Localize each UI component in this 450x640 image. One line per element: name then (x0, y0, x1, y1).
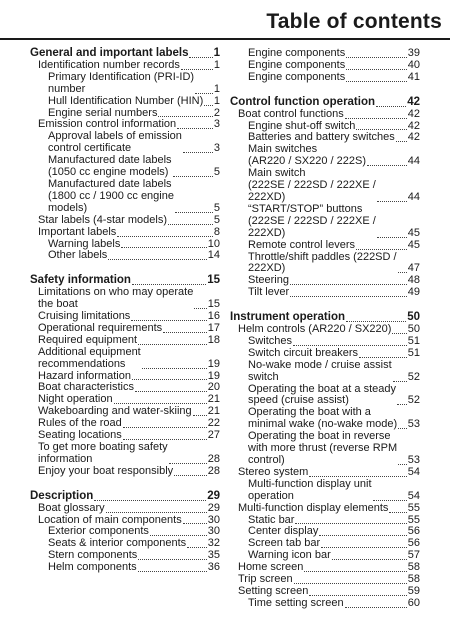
toc-entry-title: Screen tab bar (248, 537, 321, 550)
toc-page-number: 45 (407, 226, 420, 239)
toc-page-number: 14 (207, 249, 220, 262)
toc-entry[interactable] (230, 252, 420, 276)
toc-entry-title: Manufactured date labels (1050 cc engine models) (48, 154, 172, 179)
page-title: Table of contents (266, 10, 442, 33)
dot-leader (194, 308, 206, 309)
dot-leader (131, 320, 206, 321)
dot-leader (294, 583, 407, 584)
toc-page-number: 28 (207, 464, 220, 477)
toc-entry-title: Cruising limitations (38, 310, 131, 323)
toc-entry-title: Multi-function display elements (238, 501, 389, 514)
toc-entry-title: Static bar (248, 513, 295, 526)
dot-leader (389, 512, 406, 513)
toc-entry-title: Limitations on who may operate the boat (38, 286, 194, 311)
toc-entry-title: Boat control functions (238, 107, 344, 120)
toc-entry-title: Main switch (222SE / 222SD / 222XE / 222XD) (248, 167, 376, 203)
toc-page-number: 51 (407, 346, 420, 359)
toc-page-number: 55 (407, 513, 420, 526)
toc-entry-title: “START/STOP” buttons (222SE / 222SD / 222XE / 222XD) (248, 202, 376, 239)
dot-leader (319, 535, 406, 536)
toc-entry[interactable] (30, 250, 220, 262)
toc-entry-title: Required equipment (38, 333, 138, 346)
toc-page-number: 50 (407, 311, 420, 324)
toc-entry-title: To get more boating safety information (38, 441, 168, 465)
toc-entry[interactable] (30, 287, 220, 311)
toc-entry-title: Stereo system (238, 465, 309, 478)
dot-leader (142, 368, 207, 369)
toc-entry[interactable] (230, 479, 420, 503)
toc-page-number: 29 (207, 489, 220, 502)
dot-leader (345, 607, 407, 608)
toc-entry-title: Tilt lever (248, 286, 290, 299)
dot-leader (187, 547, 207, 548)
toc-page-number: 44 (407, 190, 420, 203)
toc-page-number: 53 (407, 454, 420, 466)
toc-entry-title: Seats & interior components (48, 537, 187, 550)
dot-leader (135, 391, 207, 392)
dot-leader (163, 332, 207, 333)
dot-leader (138, 344, 207, 345)
dot-leader (356, 249, 407, 250)
toc-page-number: 59 (407, 584, 420, 597)
toc-page-number: 3 (213, 142, 220, 155)
toc-page-number: 15 (207, 298, 220, 311)
dot-leader (175, 212, 213, 213)
dot-leader (114, 403, 207, 404)
toc-entry-title: Engine serial numbers (48, 106, 158, 119)
toc-entry-title: Helm controls (AR220 / SX220) (238, 323, 392, 336)
toc-entry-title: Night operation (38, 393, 113, 406)
toc-entry-title: Stern components (48, 549, 138, 562)
dot-leader (346, 81, 407, 82)
toc-entry[interactable] (30, 442, 220, 466)
toc-page-number: 52 (407, 370, 420, 383)
toc-page-number: 58 (407, 573, 420, 586)
dot-leader (377, 201, 407, 202)
toc-page-number: 21 (207, 405, 220, 418)
dot-leader (392, 333, 406, 334)
toc-page-number: 47 (407, 262, 420, 275)
dot-leader (345, 118, 407, 119)
toc-page-number: 56 (407, 537, 420, 550)
toc-page-number: 39 (407, 47, 420, 59)
toc-entry-title: Operating the boat with a minimal wake (no-wake mode) (248, 406, 398, 431)
dot-leader (123, 439, 207, 440)
toc-section-heading[interactable] (230, 97, 420, 109)
toc-entry-title: Switches (248, 334, 293, 347)
toc-entry-title: Hazard information (38, 369, 131, 382)
dot-leader (181, 69, 213, 70)
dot-leader (393, 381, 407, 382)
toc-entry[interactable] (30, 96, 220, 108)
dot-leader (321, 547, 407, 548)
toc-page-number: 54 (407, 465, 420, 478)
toc-entry-title: Throttle/shift paddles (222SD / 222XD) (248, 250, 397, 275)
toc-page-number: 16 (207, 310, 220, 323)
dot-leader (398, 428, 407, 429)
dot-leader (183, 523, 207, 524)
toc-entry[interactable] (230, 168, 420, 204)
toc-page-number: 1 (213, 58, 220, 71)
dot-leader (193, 415, 207, 416)
toc-entry[interactable] (30, 131, 220, 155)
toc-page-number: 2 (213, 106, 220, 119)
toc-page-number: 19 (207, 369, 220, 382)
toc-entry-title: Engine components (248, 58, 346, 71)
dot-leader (398, 464, 407, 465)
toc-entry-title: Warning labels (48, 237, 121, 250)
toc-entry-title: Instrument operation (230, 311, 346, 324)
dot-leader (183, 152, 213, 153)
toc-entry-title: Time setting screen (248, 596, 344, 609)
dot-leader (174, 475, 207, 476)
toc-page-number: 29 (207, 501, 220, 514)
dot-leader (150, 535, 207, 536)
toc-entry[interactable] (230, 109, 420, 121)
toc-entry-title: Steering (248, 274, 289, 287)
toc-entry-title: Control function operation (230, 95, 376, 108)
toc-page-number: 1 (213, 82, 220, 95)
toc-entry-title: Wakeboarding and water-skiing (38, 405, 192, 418)
dot-leader (117, 236, 213, 237)
dot-leader (377, 237, 407, 238)
dot-leader (94, 500, 206, 501)
toc-page-number: 42 (407, 119, 420, 132)
toc-entry-title: Location of main components (38, 513, 182, 526)
toc-page-number: 36 (207, 561, 220, 574)
toc-entry-title: General and important labels (30, 47, 189, 59)
dot-leader (396, 141, 407, 142)
toc-entry-title: Additional equipment recommendations (38, 345, 141, 370)
toc-entry[interactable] (30, 72, 220, 96)
dot-leader (132, 284, 206, 285)
toc-entry-title: No-wake mode / cruise assist switch (248, 358, 392, 383)
toc-page-number: 10 (207, 237, 220, 250)
toc-left-column (30, 48, 220, 574)
dot-leader (173, 176, 213, 177)
toc-page-number: 60 (407, 596, 420, 609)
toc-entry[interactable] (230, 287, 420, 299)
dot-leader (108, 259, 206, 260)
title-rule (0, 38, 450, 40)
toc-entry-title: Manufactured date labels (1800 cc / 1900 cc engine models) (48, 177, 174, 214)
toc-page-number: 58 (407, 561, 420, 574)
dot-leader (376, 106, 406, 107)
toc-page-number: 3 (213, 118, 220, 131)
dot-leader (106, 512, 207, 513)
toc-entry-title: Other labels (48, 249, 108, 262)
toc-page-number: 30 (207, 525, 220, 538)
toc-page-number: 44 (407, 155, 420, 168)
toc-page-number: 48 (407, 274, 420, 287)
toc-page-number: 57 (407, 549, 420, 562)
toc-page-number: 40 (407, 58, 420, 71)
toc-entry-title: Trip screen (238, 573, 293, 586)
dot-leader (189, 57, 212, 58)
toc-entry[interactable] (30, 215, 220, 227)
toc-entry-title: Seating locations (38, 429, 122, 442)
toc-page-number: 42 (407, 95, 420, 108)
toc-page-number: 49 (407, 286, 420, 299)
toc-section-heading[interactable] (30, 491, 220, 503)
toc-entry-title: Remote control levers (248, 238, 355, 251)
toc-entry-title: Operating the boat at a steady speed (cruise assist) (248, 382, 396, 407)
toc-entry-title: Engine components (248, 70, 346, 83)
toc-entry[interactable] (230, 431, 420, 467)
toc-entry[interactable] (30, 347, 220, 371)
dot-leader (123, 427, 207, 428)
toc-entry-title: Warning icon bar (248, 549, 331, 562)
toc-entry[interactable] (30, 227, 220, 239)
toc-entry-title: Primary Identification (PRI-ID) number (48, 70, 195, 95)
dot-leader (309, 595, 406, 596)
dot-leader (290, 296, 407, 297)
toc-entry-title: Multi-function display unit operation (248, 477, 372, 502)
dot-leader (356, 129, 406, 130)
toc-entry-title: Engine components (248, 47, 346, 59)
dot-leader (195, 93, 213, 94)
dot-leader (138, 571, 207, 572)
dot-leader (373, 500, 407, 501)
toc-page-number: 27 (207, 429, 220, 442)
toc-entry[interactable] (230, 144, 420, 168)
toc-page-number: 35 (207, 549, 220, 562)
toc-entry-title: Home screen (238, 561, 304, 574)
dot-leader (168, 224, 213, 225)
toc-entry-title: Approval labels of emission control certificate (48, 130, 182, 155)
toc-entry[interactable] (30, 466, 220, 478)
toc-page-number: 8 (213, 225, 220, 238)
toc-page-number: 20 (207, 381, 220, 394)
dot-leader (290, 284, 407, 285)
toc-entry-title: Rules of the road (38, 417, 122, 430)
toc-page-number: 41 (407, 70, 420, 83)
toc-entry-title: Setting screen (238, 584, 309, 597)
dot-leader (332, 559, 407, 560)
toc-entry-title: Boat characteristics (38, 381, 134, 394)
dot-leader (346, 57, 407, 58)
toc-entry-title: Boat glossary (38, 501, 105, 514)
dot-leader (295, 523, 406, 524)
toc-entry-title: Important labels (38, 225, 117, 238)
toc-entry-title: Hull Identification Number (HIN) (48, 94, 204, 107)
toc-page-number: 15 (207, 274, 220, 287)
dot-leader (397, 404, 407, 405)
dot-leader (121, 247, 206, 248)
toc-entry-title: Switch circuit breakers (248, 346, 359, 359)
toc-page-number: 1 (213, 94, 220, 107)
toc-page-number: 28 (207, 452, 220, 465)
toc-entry[interactable] (30, 179, 220, 215)
toc-entry-title: Identification number records (38, 58, 180, 71)
dot-leader (304, 571, 406, 572)
toc-page-number: 54 (407, 489, 420, 502)
dot-leader (132, 379, 207, 380)
toc-page-number: 30 (207, 513, 220, 526)
dot-leader (293, 345, 407, 346)
toc-entry[interactable] (230, 72, 420, 84)
toc-page-number: 52 (407, 394, 420, 407)
toc-page-number: 51 (407, 334, 420, 347)
toc-entry[interactable] (230, 384, 420, 408)
toc-page-number: 45 (407, 238, 420, 251)
dot-leader (138, 559, 206, 560)
toc-page-number: 42 (407, 131, 420, 144)
toc-entry[interactable] (230, 348, 420, 360)
toc-entry-title: Engine shut-off switch (248, 119, 356, 132)
dot-leader (158, 116, 212, 117)
toc-page-number: 17 (207, 321, 220, 334)
toc-entry[interactable] (30, 155, 220, 179)
toc-page-number: 55 (407, 501, 420, 514)
toc-page-number: 32 (207, 537, 220, 550)
dot-leader (346, 69, 407, 70)
dot-leader (346, 321, 406, 322)
toc-entry-title: Enjoy your boat responsibly (38, 464, 174, 477)
toc-entry-title: Description (30, 489, 94, 502)
toc-entry[interactable] (30, 335, 220, 347)
dot-leader (204, 105, 213, 106)
dot-leader (398, 272, 407, 273)
toc-page-number: 5 (213, 213, 220, 226)
toc-page-number: 5 (213, 166, 220, 179)
toc-entry-title: Main switches (AR220 / SX220 / 222S) (248, 143, 367, 168)
toc-page-number: 5 (213, 201, 220, 214)
toc-entry[interactable] (230, 407, 420, 431)
toc-entry-title: Operating the boat in reverse with more thrust (reverse RPM control) (248, 430, 398, 466)
toc-page-number: 1 (213, 47, 220, 59)
toc-entry[interactable] (230, 204, 420, 240)
toc-page-number: 22 (207, 417, 220, 430)
dot-leader (309, 476, 406, 477)
toc-entry-title: Star labels (4-star models) (38, 213, 167, 226)
toc-page-number: 19 (207, 357, 220, 370)
dot-leader (367, 165, 407, 166)
toc-entry[interactable] (230, 360, 420, 384)
dot-leader (359, 357, 407, 358)
toc-entry[interactable] (230, 503, 420, 515)
toc-entry[interactable] (230, 598, 420, 610)
dot-leader (177, 128, 213, 129)
toc-entry-title: Emission control information (38, 118, 177, 131)
toc-page-number: 56 (407, 525, 420, 538)
dot-leader (169, 463, 207, 464)
toc-entry-title: Batteries and battery switches (248, 131, 395, 144)
toc-page-number: 53 (407, 418, 420, 431)
toc-entry-title: Helm components (48, 561, 137, 574)
toc-entry[interactable] (30, 562, 220, 574)
toc-entry-title: Safety information (30, 274, 131, 287)
toc-page-number: 50 (407, 323, 420, 336)
toc-entry[interactable] (30, 503, 220, 515)
toc-entry[interactable] (230, 240, 420, 252)
toc-right-column (230, 48, 420, 610)
toc-entry-title: Exterior components (48, 525, 149, 538)
toc-page-number: 42 (407, 107, 420, 120)
toc-page-number: 21 (207, 393, 220, 406)
toc-entry-title: Center display (248, 525, 319, 538)
toc-page-number: 18 (207, 333, 220, 346)
toc-entry-title: Operational requirements (38, 321, 163, 334)
